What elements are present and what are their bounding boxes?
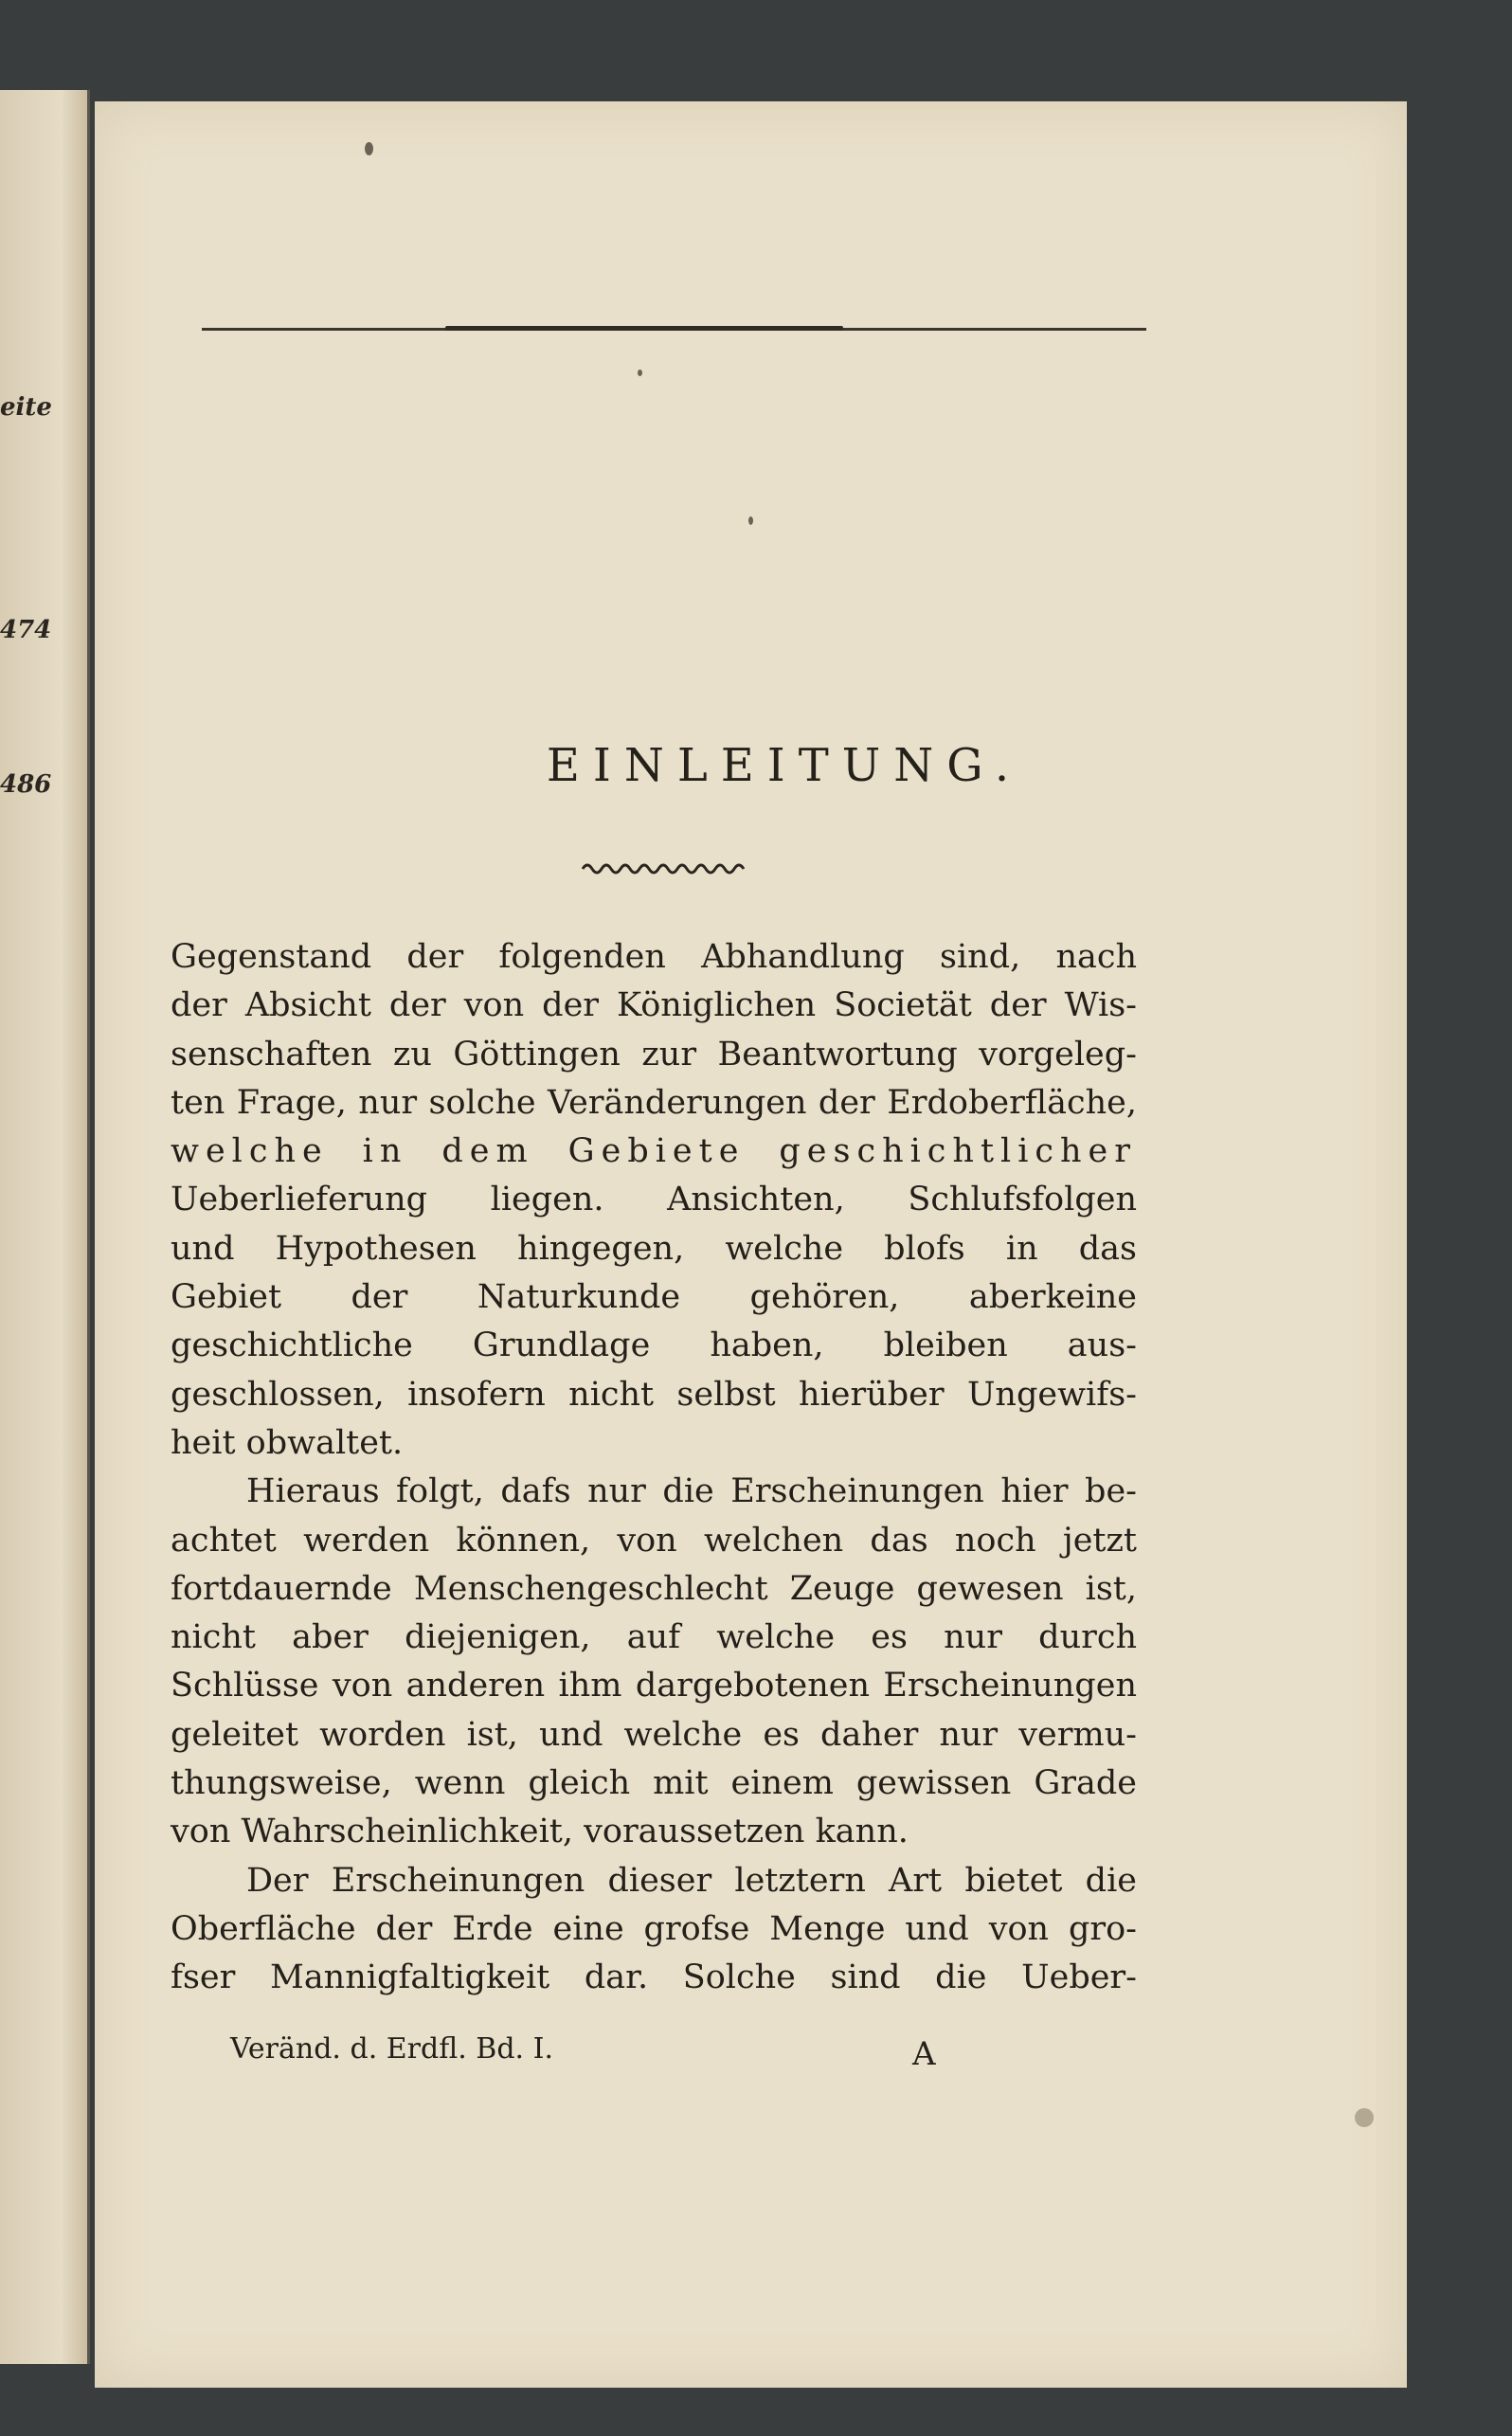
paper-stain [1355, 2108, 1374, 2127]
header-rule-thick [445, 326, 843, 331]
text-line: von Wahrscheinlichkeit, voraussetzen kann. [171, 1813, 909, 1851]
text-line: achtet werden können, von welchen das noch jetzt [171, 1521, 1137, 1560]
text-line: Hieraus folgt, dafs nur die Erscheinungen hier be- [246, 1472, 1137, 1511]
signature-line: Veränd. d. Erdfl. Bd. I. [230, 2032, 554, 2066]
ink-speck [638, 370, 642, 376]
facing-page-number: 474 [0, 616, 52, 644]
text-line: geleitet worden ist, und welche es daher nur vermu- [171, 1715, 1137, 1754]
text-line: Oberfläche der Erde eine grofse Menge und von gro- [171, 1909, 1137, 1948]
signature-mark: A [912, 2035, 936, 2073]
body-text [171, 933, 1137, 2003]
facing-page-edge [0, 90, 90, 2364]
text-line: nicht aber diejenigen, auf welche es nur durch [171, 1618, 1137, 1657]
text-line: welche in dem Gebiete geschichtlicher [171, 1132, 1137, 1171]
text-line: thungsweise, wenn gleich mit einem gewissen Grade [171, 1764, 1137, 1803]
facing-page-number: 486 [0, 770, 52, 799]
facing-page-label: eite [0, 393, 52, 422]
text-line: geschichtliche Grundlage haben, bleiben aus- [171, 1326, 1137, 1365]
text-line: geschlossen, insofern nicht selbst hierüber Ungewifs- [171, 1375, 1137, 1414]
ink-speck [365, 142, 373, 155]
text-line: senschaften zu Göttingen zur Beantwortung vorgeleg- [171, 1035, 1137, 1074]
text-line: und Hypothesen hingegen, welche blofs in das [171, 1229, 1137, 1268]
text-line: der Absicht der von der Königlichen Societät der Wis- [171, 986, 1137, 1025]
text-line: fortdauernde Menschengeschlecht Zeuge gewesen ist, [171, 1569, 1137, 1608]
text-line: heit obwaltet. [171, 1423, 404, 1462]
text-line: ten Frage, nur solche Veränderungen der Erdoberfläche, [171, 1083, 1137, 1122]
wavy-ornament-icon [581, 860, 751, 877]
text-line: fser Mannigfaltigkeit dar. Solche sind die Ueber- [171, 1958, 1137, 1997]
text-line: Gegenstand der folgenden Abhandlung sind, nach [171, 938, 1137, 976]
page-title: EINLEITUNG. [546, 739, 1023, 792]
text-line: Gebiet der Naturkunde gehören, aberkeine [171, 1278, 1137, 1317]
text-line: Ueberlieferung liegen. Ansichten, Schlufsfolgen [171, 1181, 1137, 1219]
text-line: Schlüsse von anderen ihm dargebotenen Erscheinungen [171, 1667, 1137, 1705]
ink-speck [748, 516, 753, 525]
text-line: Der Erscheinungen dieser letztern Art bietet die [246, 1861, 1137, 1900]
